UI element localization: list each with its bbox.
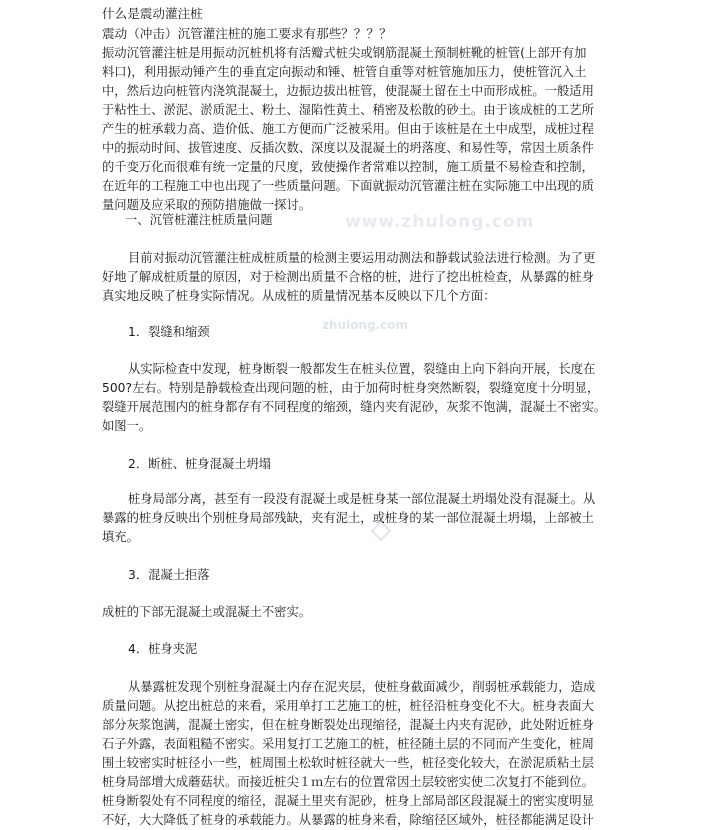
- body-line: 桩身局部分离，甚至有一段没有混凝土或是桩身某一部位混凝土坍塌处没有混凝土。从: [128, 492, 596, 506]
- body-line: 振动沉管灌注桩是用振动沉桩机将有活瓣式桩尖或钢筋混凝土预制桩靴的桩管(上部开有加: [102, 46, 587, 60]
- body-line: 暴露的桩身反映出个别桩身局部残缺，夹有泥土，或桩身的某一部位混凝土坍塌，上部被土: [102, 511, 594, 525]
- body-line: 成桩的下部无混凝土或混凝土不密实。: [102, 605, 312, 619]
- subheading: 1．裂缝和缩颈: [128, 325, 210, 339]
- body-line: 围土较密实时桩径小一些，桩周围土松软时桩径就大一些，桩径变化较大，在淤泥质粘土层: [102, 756, 594, 770]
- body-line: 从实际检查中发现，桩身断裂一般都发生在桩头位置，裂缝由上向下斜向开展，长度在: [128, 362, 596, 376]
- body-line: 料口)，利用振动锤产生的垂直定向振动和锤、桩管自重等对桩管施加压力，使桩管沉入土: [102, 65, 587, 79]
- body-line: 量问题及应采取的预防措施做一探讨。: [102, 198, 312, 212]
- watermark-brand: zhulong.com: [322, 318, 408, 332]
- body-line: 真实地反映了桩身实际情况。从成桩的质量情况基本反映以下几个方面：: [102, 289, 496, 303]
- body-line: 桩身局部增大成蘑菇状。而接近桩尖１ｍ左右的位置常因土层较密实使二次复打不能到位。: [102, 775, 594, 789]
- watermark-site: www.zhulong.com: [345, 212, 535, 232]
- body-line: 500?左右。特别是静载检查出现问题的桩，由于加荷时桩身突然断裂，裂缝宽度十分明显，: [102, 381, 600, 395]
- body-line: 填充。: [102, 530, 139, 544]
- doc-question: 震动（冲击）沉管灌注桩的施工要求有那些？？？？: [102, 26, 392, 41]
- section-heading: 一、沉管桩灌注桩质量问题: [125, 213, 273, 227]
- body-line: 从暴露桩发现个别桩身混凝土内存在泥夹层，使桩身截面减少，削弱桩承载能力，造成: [128, 680, 596, 694]
- body-line: 部分灰浆饱满，混凝土密实，但在桩身断裂处出现缩径，混凝土内夹有泥砂，此处附近桩身: [102, 718, 594, 732]
- body-line: 中的振动时间、拔管速度、反插次数、深度以及混凝土的坍落度、和易性等，常因土质条件: [102, 141, 594, 155]
- body-line: 的千变万化而很难有统一定量的尺度，致使操作者常难以控制，施工质量不易检查和控制，: [102, 160, 594, 174]
- subheading: 4．桩身夹泥: [128, 642, 198, 656]
- body-line: 于粘性土、淤泥、淤质泥土、粉土、湿陷性黄土、稍密及松散的砂土。由于该成桩的工艺所: [102, 103, 594, 117]
- body-line: 如图一。: [102, 419, 152, 433]
- body-line: 裂缝开展范围内的桩身都存有不同程度的缩颈，缝内夹有泥砂，灰浆不饱满，混凝土不密实。: [102, 400, 607, 414]
- doc-title: 什么是震动灌注桩: [102, 6, 203, 21]
- subheading: 3．混凝土拒落: [128, 568, 210, 582]
- subheading: 2．断桩、桩身混凝土坍塌: [128, 457, 272, 471]
- body-line: 石子外露，表面粗糙不密实。采用复打工艺施工的桩，桩径随土层的不同而产生变化，桩周: [102, 737, 594, 751]
- body-line: 目前对振动沉管灌注桩成桩质量的检测主要运用动测法和静载试验法进行检测。为了更: [128, 251, 596, 265]
- body-line: 产生的桩承载力高、造价低、施工方便而广泛被采用。但由于该桩是在土中成型，成桩过程: [102, 122, 594, 136]
- body-line: 桩身断裂处有不同程度的缩径，混凝土里夹有泥砂，桩身上部局部区段混凝土的密实度明显: [102, 794, 594, 808]
- body-line: 好地了解成桩质量的原因，对于检测出质量不合格的桩，进行了挖出桩检查，从暴露的桩身: [102, 270, 594, 284]
- body-line: 质量问题。从挖出桩总的来看，采用单打工艺施工的桩，桩径沿桩身变化不大。桩身表面大: [102, 699, 594, 713]
- body-line: 不好，大大降低了桩身的承载能力。从暴露的桩身来看，除缩径区域外，桩径都能满足设计: [102, 813, 594, 827]
- body-line: 中，然后边向桩管内浇筑混凝土，边振边拔出桩管，使混凝土留在土中而形成桩。一般适用: [102, 84, 594, 98]
- body-line: 在近年的工程施工中也出现了一些质量问题。下面就振动沉管灌注桩在实际施工中出现的质: [102, 179, 594, 193]
